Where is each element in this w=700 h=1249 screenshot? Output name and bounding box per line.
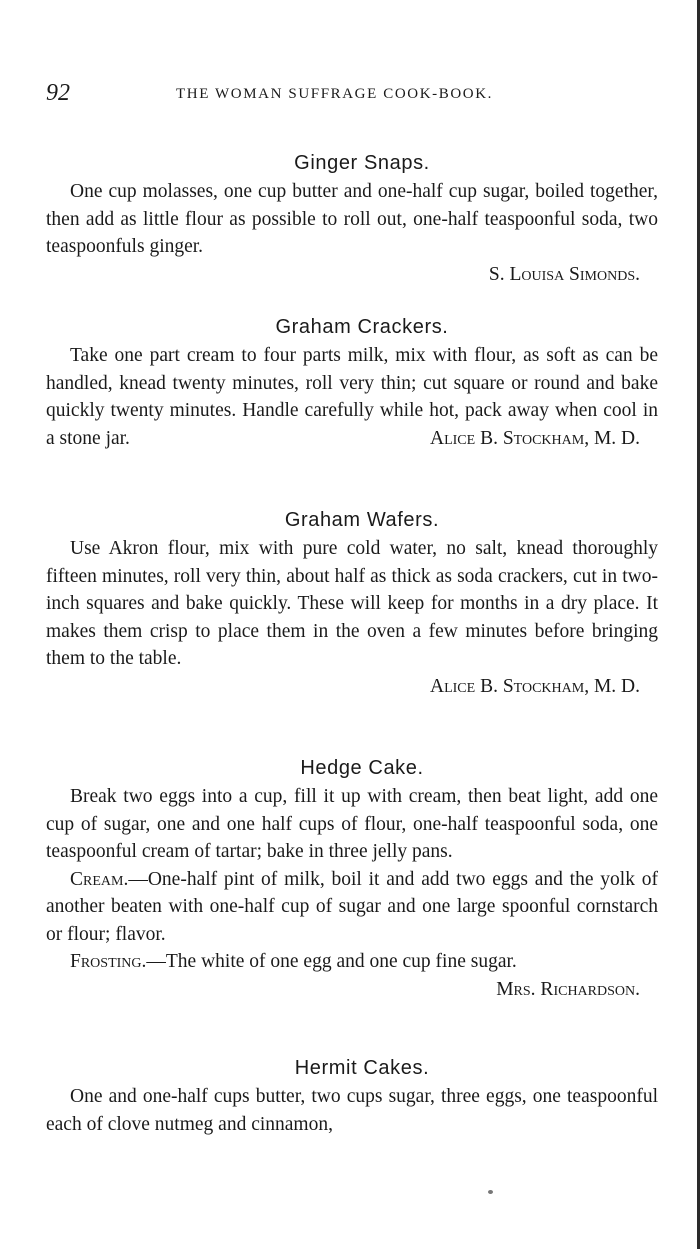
recipe-title: Hermit Cakes. [294,1057,430,1079]
recipe-paragraph: One and one-half cups butter, two cups sugar, three eggs, one teaspoonful each of clove nutmeg and cinnamon, [46,1086,658,1135]
recipe-hedge-cake [46,753,658,1003]
running-title: THE WOMAN SUFFRAGE COOK-BOOK. [176,86,493,102]
recipe-title: Graham Wafers. [284,509,440,531]
recipe-hermit-cakes [46,1053,658,1138]
recipe-text: Take one part cream to four parts milk, mix with flour, as soft as can be handled, knead twenty minutes, roll very thin; cut square or round and bake quickly twenty minutes. Handle carefully while hot, pack away when cool in a stone jar. [46,345,658,449]
cream-paragraph [46,866,658,949]
recipe-graham-wafers [46,505,658,700]
recipe-credit: Alice B. Stockham, M. D. [430,427,640,449]
cream-label: Cream. [70,868,129,890]
recipe-paragraph: One cup molasses, one cup butter and one-half cup sugar, boiled together, then add as little flour as possible to roll out, one-half teaspoonful soda, two teaspoonfuls ginger. [46,181,658,257]
recipe-title: Graham Crackers. [275,316,449,338]
frosting-text: —The white of one egg and one cup fine sugar. [146,951,517,972]
frosting-paragraph [46,948,658,1000]
page-number: 92 [46,80,70,106]
recipe-title: Hedge Cake. [300,757,424,779]
recipe-paragraph: Use Akron flour, mix with pure cold water, no salt, knead thoroughly fifteen minutes, roll very thin, about half as thick as soda crackers, cut in two-inch squares and bake quickly. These will keep for months in a dry place. It makes them crisp to place them in the oven a few minutes before bringing them to the table. [46,538,658,669]
page-header [46,80,666,110]
recipe-ginger-snaps [46,148,658,288]
recipe-credit: S. Louisa Simonds. [488,263,640,285]
recipe-paragraph: Break two eggs into a cup, fill it up with cream, then beat light, add one cup of sugar, one and one half cups of flour, one-half teaspoonful soda, one teaspoonful cream of tartar; bake in three jelly pans. [46,786,658,862]
cream-text: —One-half pint of milk, boil it and add two eggs and the yolk of another beaten with one-half cup of sugar and one large spoonful cornstarch or flour; flavor. [46,868,658,945]
recipe-graham-crackers [46,312,658,452]
frosting-label: Frosting. [70,951,147,972]
recipe-credit: Mrs. Richardson. [496,978,640,1000]
recipe-credit: Alice B. Stockham, M. D. [430,675,640,697]
recipe-paragraph [46,342,658,452]
recipe-title: Ginger Snaps. [294,152,430,174]
ink-speck [488,1190,493,1194]
